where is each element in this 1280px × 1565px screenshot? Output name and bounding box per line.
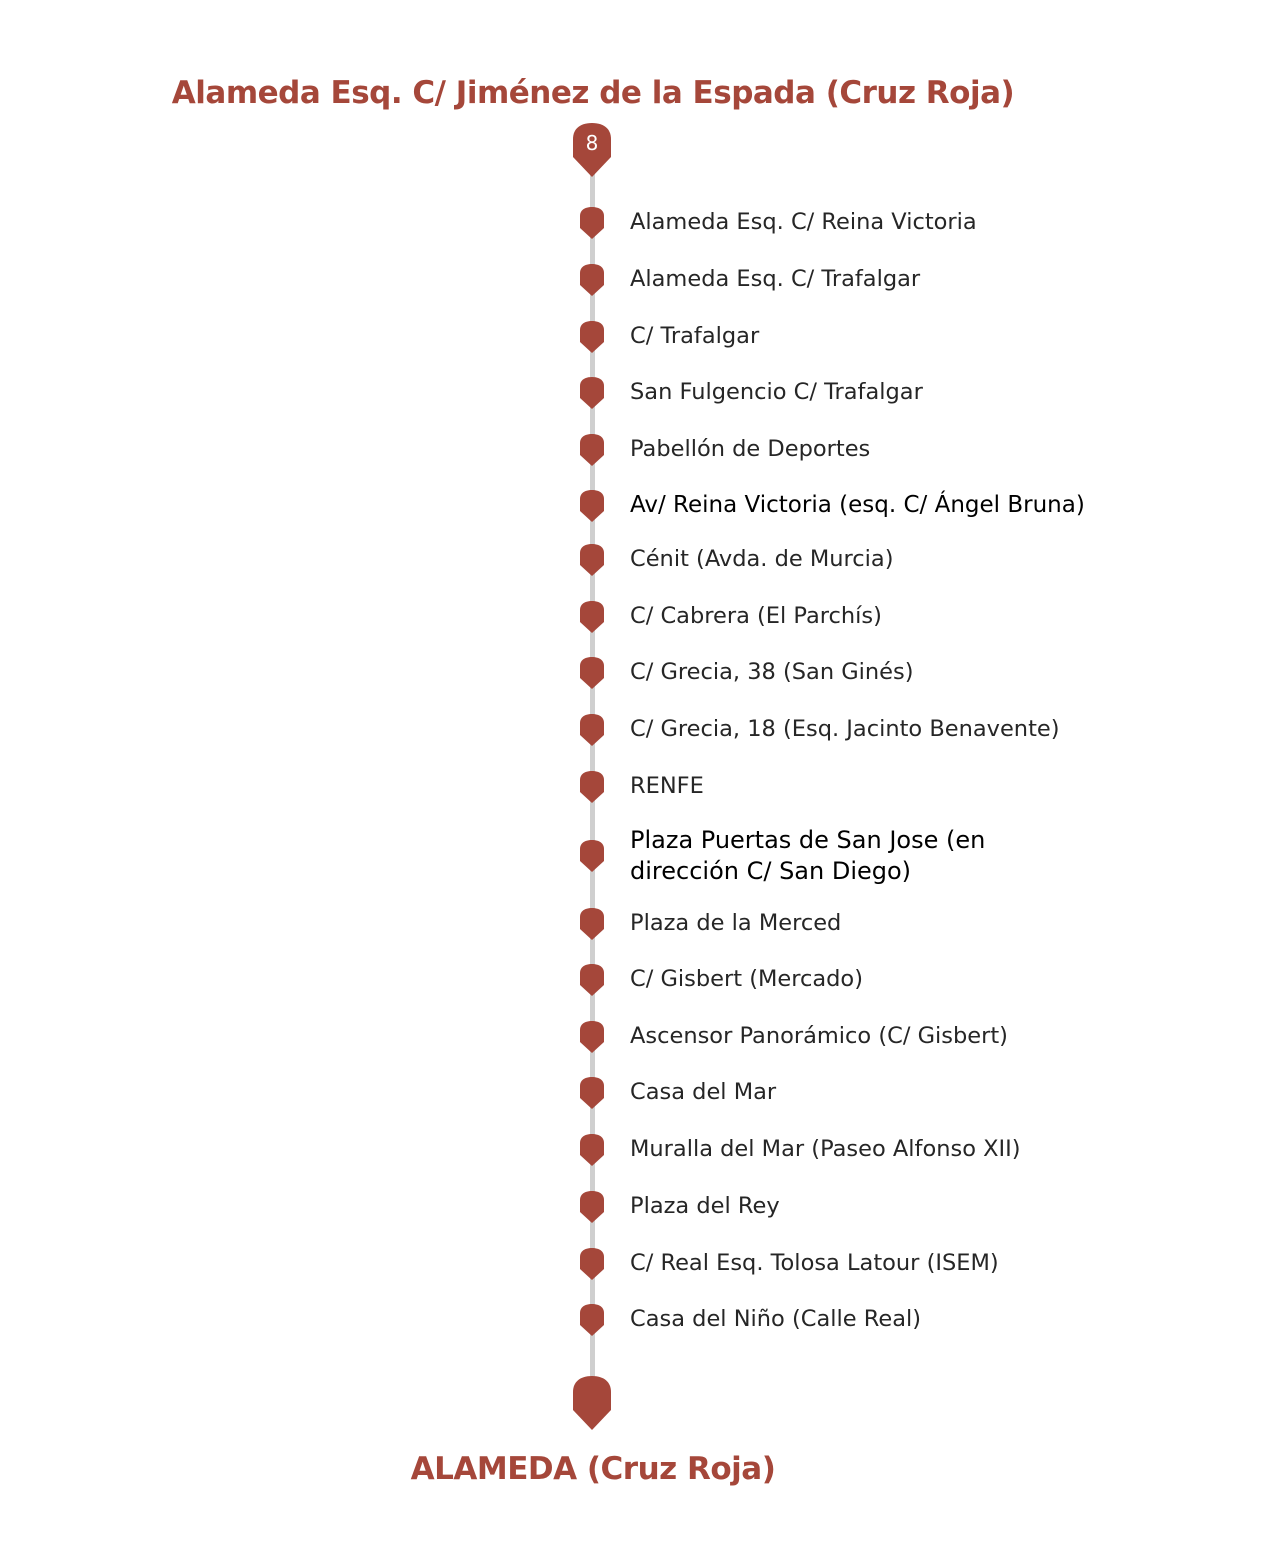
stop-label: Plaza del Rey <box>630 1193 780 1219</box>
line-number-badge: 8 <box>585 131 599 155</box>
map-pin-icon <box>573 1376 611 1430</box>
stop-label: C/ Trafalgar <box>630 323 760 349</box>
stop-label: C/ Grecia, 38 (San Ginés) <box>630 659 914 685</box>
stop-label: RENFE <box>630 773 704 799</box>
stop-label: C/ Cabrera (El Parchís) <box>630 603 882 629</box>
stop-label: Ascensor Panorámico (C/ Gisbert) <box>630 1023 1008 1049</box>
stop-label: Alameda Esq. C/ Trafalgar <box>630 266 921 292</box>
destination-stop-title: ALAMEDA (Cruz Roja) <box>410 1451 776 1487</box>
stop-label: Av/ Reina Victoria (esq. C/ Ángel Bruna) <box>630 492 1085 518</box>
stop-label: C/ Real Esq. Tolosa Latour (ISEM) <box>630 1250 999 1276</box>
stop-label: C/ Gisbert (Mercado) <box>630 966 863 992</box>
stop-label: Muralla del Mar (Paseo Alfonso XII) <box>630 1136 1021 1162</box>
stop-label: San Fulgencio C/ Trafalgar <box>630 379 923 405</box>
stop-label: C/ Grecia, 18 (Esq. Jacinto Benavente) <box>630 716 1060 742</box>
stop-label: Plaza Puertas de San Jose (en dirección C/ San Diego) <box>630 826 986 885</box>
stop-label: Cénit (Avda. de Murcia) <box>630 546 894 572</box>
stop-label: Casa del Mar <box>630 1079 777 1105</box>
origin-stop-title: Alameda Esq. C/ Jiménez de la Espada (Cruz Roja) <box>171 75 1015 111</box>
stop-label: Plaza de la Merced <box>630 910 842 936</box>
stop-label: Alameda Esq. C/ Reina Victoria <box>630 209 977 235</box>
stop-label: Casa del Niño (Calle Real) <box>630 1306 922 1332</box>
stop-label: Pabellón de Deportes <box>630 436 871 462</box>
